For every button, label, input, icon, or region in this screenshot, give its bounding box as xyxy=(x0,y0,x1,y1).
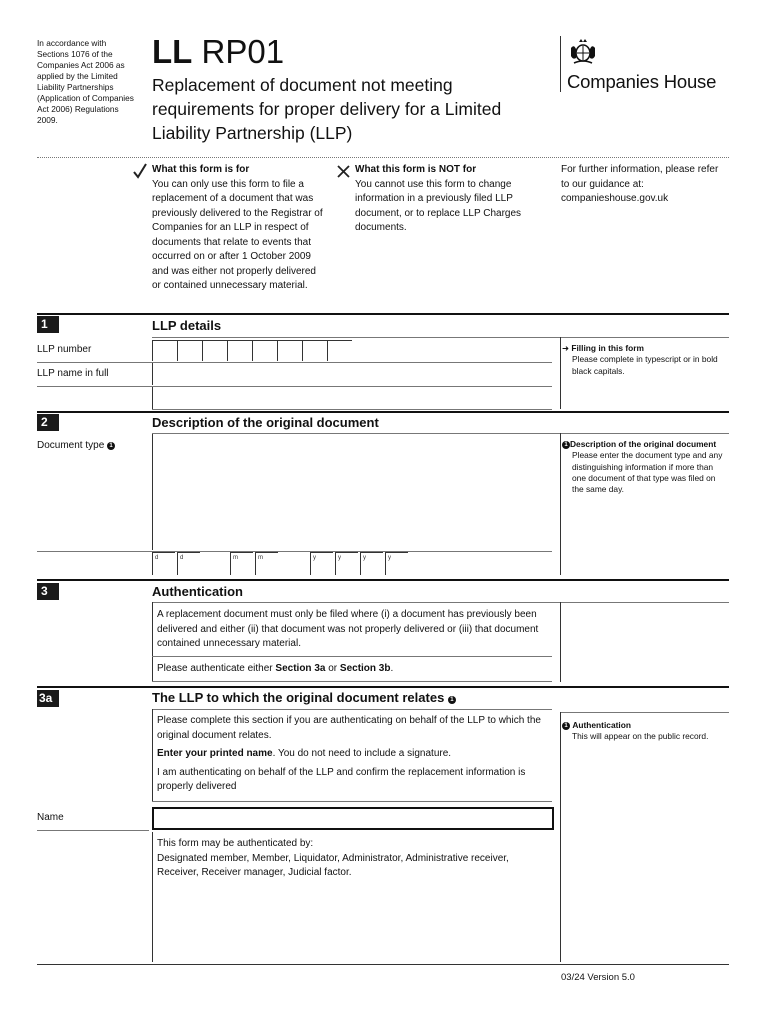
date-letter: d xyxy=(155,555,159,561)
name-input[interactable] xyxy=(152,807,554,830)
section-3a-rule xyxy=(37,686,729,688)
llp-number-label: LLP number xyxy=(37,344,92,355)
date-cell-y2[interactable] xyxy=(335,552,358,575)
or-text: or xyxy=(325,663,340,674)
period: . xyxy=(390,663,394,674)
info-icon: 1 xyxy=(107,442,115,450)
form-not-for xyxy=(355,163,545,236)
llp-number-cell-6[interactable] xyxy=(277,340,302,361)
authentication-note xyxy=(562,720,728,743)
section-3-title: Authentication xyxy=(152,584,243,599)
description-note-heading: Description of the original document xyxy=(570,439,717,449)
section-3-text: A replacement document must only be filed where (i) a document has previously been delivered and either (ii) that document was not properly delivered or (iii) that document contained unnecessary material. xyxy=(157,609,539,649)
llp-number-cell-8[interactable] xyxy=(327,340,352,361)
date-letter: y xyxy=(338,555,341,561)
version-text: 03/24 Version 5.0 xyxy=(561,972,635,983)
date-cell-m2[interactable] xyxy=(255,552,278,575)
section-3a-side-divider xyxy=(560,712,561,962)
section-1-number: 1 xyxy=(37,316,59,333)
section-1-rule xyxy=(37,313,729,315)
date-cell-m1[interactable] xyxy=(230,552,253,575)
llp-number-cell-7[interactable] xyxy=(302,340,327,361)
date-letter: y xyxy=(363,555,366,561)
llp-number-cell-5[interactable] xyxy=(252,340,277,361)
section-2-title: Description of the original document xyxy=(152,415,379,430)
cross-icon xyxy=(337,165,350,178)
enter-name-bold: Enter your printed name xyxy=(157,748,273,759)
check-icon xyxy=(133,163,147,179)
info-icon: 1 xyxy=(562,722,570,730)
legal-text: In accordance with Sections 1076 of the Companies Act 2006 as applied by the Limited Liability Partnerships (Application of Companies Act 2006) Regulations 2009. xyxy=(37,38,134,125)
section-1-title: LLP details xyxy=(152,318,222,333)
crest-icon xyxy=(568,38,598,66)
authentication-note-text: This will appear on the public record. xyxy=(572,731,709,742)
section-3a-side-subrule xyxy=(560,712,729,713)
form-prefix: LL xyxy=(152,33,193,70)
section-3-divider xyxy=(152,656,552,657)
date-cell-y4[interactable] xyxy=(385,552,408,575)
llp-name-underline-2 xyxy=(152,409,552,410)
authorised-by xyxy=(157,837,552,881)
section-3a-text-2 xyxy=(157,747,547,762)
date-cell-d1[interactable] xyxy=(152,552,175,575)
section-3a-divider xyxy=(152,801,552,802)
for-heading: What this form is for xyxy=(152,164,250,175)
enter-name-rest: . You do not need to include a signature. xyxy=(272,748,452,759)
not-for-heading: What this form is NOT for xyxy=(355,164,477,175)
section-3a-text-3: I am authenticating on behalf of the LLP and confirm the replacement information is properly delivered xyxy=(157,766,526,792)
llp-number-cell-4[interactable] xyxy=(227,340,252,361)
name-label-underline xyxy=(37,830,149,831)
section-3-number: 3 xyxy=(37,583,59,600)
section-3-side-divider xyxy=(560,602,561,682)
date-letter: y xyxy=(388,555,391,561)
filling-in-text: Please complete in typescript or in bold black capitals. xyxy=(572,354,718,376)
authorised-list: Designated member, Member, Liquidator, Administrator, Administrative receiver, Receiver, Receiver manager, Judicial factor. xyxy=(157,852,509,878)
section-2-side-divider xyxy=(560,433,561,575)
llp-name-field-2[interactable] xyxy=(152,387,553,409)
section-1-subrule xyxy=(152,337,729,338)
document-type-label xyxy=(37,440,115,451)
date-letter: d xyxy=(180,555,184,561)
llp-number-cell-3[interactable] xyxy=(202,340,227,361)
section-2-rule xyxy=(37,411,729,413)
info-icon: 1 xyxy=(448,696,456,704)
info-icon: 1 xyxy=(562,441,570,449)
description-note xyxy=(562,439,728,495)
further-info: For further information, please refer to our guidance at: companieshouse.gov.uk xyxy=(561,164,719,204)
llp-name-label: LLP name in full xyxy=(37,368,109,379)
authorised-heading: This form may be authenticated by: xyxy=(157,838,314,849)
filling-in-note xyxy=(562,343,728,377)
date-cell-d2[interactable] xyxy=(177,552,200,575)
section-3a-text-1: Please complete this section if you are authenticating on behalf of the LLP to which the original document relates. xyxy=(157,715,541,741)
section-3b-ref: Section 3b xyxy=(339,663,391,674)
form-purpose xyxy=(152,163,327,294)
date-letter: m xyxy=(233,555,238,561)
logo-divider xyxy=(560,36,561,92)
form-code xyxy=(152,34,284,70)
section-2-number: 2 xyxy=(37,414,59,431)
authentication-note-heading: Authentication xyxy=(572,720,631,730)
authenticate-instruction xyxy=(157,662,552,677)
section-3a-title-text: The LLP to which the original document relates xyxy=(152,690,445,705)
llp-name-field-1[interactable] xyxy=(152,363,553,385)
authenticate-prefix: Please authenticate either xyxy=(157,663,276,674)
date-letter: m xyxy=(258,555,263,561)
document-type-label-text: Document type xyxy=(37,440,105,451)
section-3a-instructions xyxy=(157,714,547,795)
section-3-bottom xyxy=(152,681,552,682)
description-note-text: Please enter the document type and any distinguishing information if more than one document of that type was filed on the same day. xyxy=(572,450,723,495)
date-cell-y1[interactable] xyxy=(310,552,333,575)
llp-number-cell-2[interactable] xyxy=(177,340,202,361)
for-text: You can only use this form to file a replacement of a document that was previously delivered to the Registrar of Companies for an LLP in respect of documents that relate to events that occurred on or after 1 October 2009 and was either not properly delivered or contained unnecessary material. xyxy=(152,178,323,291)
section-3-rule xyxy=(37,579,729,581)
section-1-side-divider xyxy=(560,337,561,409)
name-label: Name xyxy=(37,812,64,823)
filling-in-heading: Filling in this form xyxy=(571,343,644,353)
section-3a-title xyxy=(152,690,456,705)
companies-house-logo-text: Companies House xyxy=(567,71,717,92)
form-number: RP01 xyxy=(201,33,285,70)
footer-rule xyxy=(37,964,729,965)
section-3a-number: 3a xyxy=(37,690,59,707)
date-cell-y3[interactable] xyxy=(360,552,383,575)
form-title: Replacement of document not meeting requirements for proper delivery for a Limited Liability Partnership (LLP) xyxy=(152,75,502,143)
date-letter: y xyxy=(313,555,316,561)
llp-number-cell-1[interactable] xyxy=(152,340,177,361)
section-3a-ref: Section 3a xyxy=(275,663,326,674)
header-divider xyxy=(37,157,729,158)
document-type-field[interactable] xyxy=(152,434,553,550)
arrow-right-icon: ➜ xyxy=(562,343,570,353)
document-type-underline xyxy=(37,551,552,552)
not-for-text: You cannot use this form to change information in a previously filed LLP document, or to replace LLP Charges documents. xyxy=(355,178,522,233)
